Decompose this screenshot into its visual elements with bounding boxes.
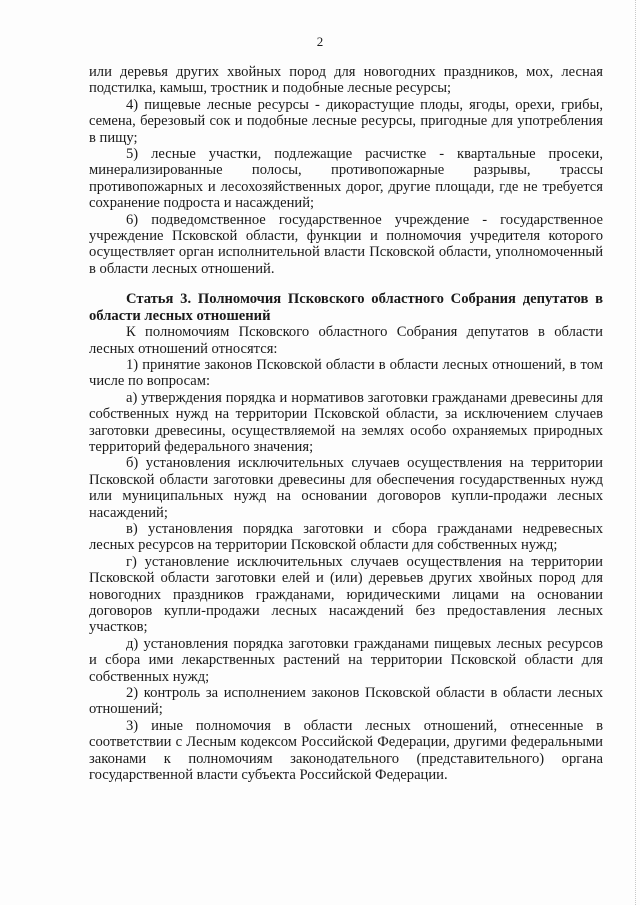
page-number: 2 — [316, 34, 324, 49]
article-item-3: 3) иные полномочия в области лесных отношений, отнесенные в соответствии с Лесным кодексом Российской Федерации, другими федеральными законами к полномочиям законодательного (представительного) органа государственной власти субъекта Российской Федерации. — [89, 717, 603, 784]
article-subitem-a: а) утверждения порядка и нормативов заготовки гражданами древесины для собственных нужд на территории Псковской области, за исключением случаев заготовки древесины, осуществляемой на землях особо охраняемых природных территорий федерального значения; — [89, 389, 603, 455]
article-intro: К полномочиям Псковского областного Собрания депутатов в области лесных отношений относятся: — [89, 324, 603, 357]
paragraph-item-4: 4) пищевые лесные ресурсы - дикорастущие плоды, ягоды, орехи, грибы, семена, березовый сок и подобные лесные ресурсы, пригодные для употребления в пищу; — [89, 96, 603, 146]
article-subitem-v: в) установления порядка заготовки и сбора гражданами недревесных лесных ресурсов на территории Псковской области для собственных нужд; — [89, 520, 603, 554]
article-subitem-d: д) установления порядка заготовки гражданами пищевых лесных ресурсов и сбора ими лекарственных растений на территории Псковской области для собственных нужд; — [89, 635, 603, 685]
scan-edge — [634, 0, 636, 905]
paragraph-continuation: или деревья других хвойных пород для новогодних праздников, мох, лесная подстилка, камыш, тростник и подобные лесные ресурсы; — [89, 64, 603, 97]
article-subitem-g: г) установление исключительных случаев осуществления на территории Псковской области заготовки елей и (или) деревьев других хвойных пород для новогодних праздников гражданами, юридическими лицами на основании договоров купли-продажи лесных насаждений без предоставления лесных участков; — [89, 553, 603, 636]
article-item-2: 2) контроль за исполнением законов Псковской области в области лесных отношений; — [89, 685, 603, 718]
article-3-heading: Статья 3. Полномочия Псковского областного Собрания депутатов в области лесных отношений — [89, 291, 603, 324]
article-subitem-b: б) установления исключительных случаев осуществления на территории Псковской области заготовки древесины для обеспечения государственных нужд или муниципальных нужд на основании договоров купли-продажи лесных насаждений; — [89, 455, 603, 521]
article-item-1: 1) принятие законов Псковской области в области лесных отношений, в том числе по вопросам: — [89, 356, 603, 390]
document-body — [89, 64, 603, 783]
paragraph-item-5: 5) лесные участки, подлежащие расчистке - квартальные просеки, минерализированные полосы, противопожарные разрывы, трассы противопожарных и лесохозяйственных дорог, другие площади, где не требуется сохранение подроста и насаждений; — [89, 146, 603, 212]
paragraph-item-6: 6) подведомственное государственное учреждение - государственное учреждение Псковской области, функции и полномочия учредителя которого осуществляет орган исполнительной власти Псковской области, уполномоченный в области лесных отношений. — [89, 211, 603, 277]
